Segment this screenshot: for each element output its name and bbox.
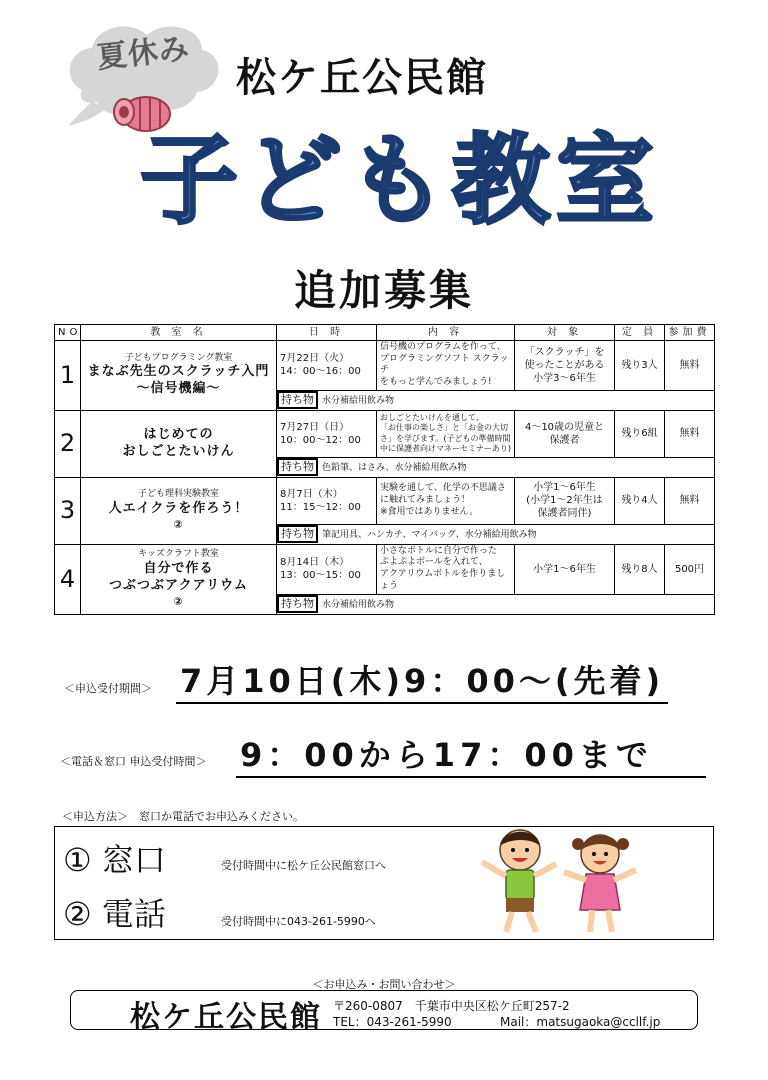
table-row [55,341,715,391]
target-line: 4～10歳の児童と [524,421,605,433]
row-no: 3 [55,477,81,544]
class-title-line2: つぶつぶアクアリウム [109,577,248,593]
content-cell [377,477,515,524]
option-phone: ② 電話 [63,895,166,933]
content-line: おしごとたいけんを通して、 [380,412,484,422]
items-text: 色鉛筆、はさみ、水分補給用飲み物 [322,463,467,474]
date: 8月7日（木） [280,488,343,500]
row-no: 2 [55,410,81,477]
time: 10：00～12：00 [280,434,361,446]
class-subtitle: 子どもプログラミング教室 [124,352,233,363]
option-counter: ① 窓口 [63,841,166,879]
content-line: ぷよぷよボールを入れて、 [380,557,488,568]
time: 13：00～15：00 [280,570,361,582]
target-cell [515,410,615,457]
table-row [55,477,715,524]
date-cell [277,477,377,524]
class-name-cell [81,477,277,544]
target-line: 小学3～6年生 [533,372,596,384]
items-label: 持ち物 [277,525,318,543]
class-title-line2: ～信号機編～ [136,381,221,397]
content-cell [377,341,515,391]
table-row [55,410,715,457]
content-line: に触れてみましょう！ [380,494,471,505]
items-label: 持ち物 [277,595,318,613]
main-title: 子ども教室 [139,124,660,238]
period-label: ＜申込受付期間＞ [64,682,152,695]
items-cell [277,594,715,614]
row-no: 4 [55,544,81,614]
items-text: 水分補給用飲み物 [322,599,395,610]
table-row [55,544,715,594]
class-title: はじめての [143,426,214,442]
method-label: ＜申込方法＞ 窓口か電話でお申込みください。 [62,810,304,823]
items-cell [277,390,715,410]
class-title: 人エイクラを作ろう！ [108,501,249,516]
items-text: 水分補給用飲み物 [322,396,395,407]
class-subtitle: 子ども理科実験教室 [137,489,219,500]
target-cell [515,477,615,524]
target-cell: 小学1～6年生 [515,544,615,594]
row-no: 1 [55,341,81,411]
fee-cell: 無料 [665,341,715,391]
fee-cell: 無料 [665,410,715,457]
summer-label: 夏休み [95,31,192,76]
class-name-cell [81,544,277,614]
class-table [54,324,715,615]
header-class-name: 教 室 名 [81,325,277,341]
content-cell [377,410,515,457]
fee-cell: 500円 [665,544,715,594]
option-phone-note: 受付時間中に043-261-5990へ [221,915,376,928]
sub-title: 追加募集 [293,266,474,315]
class-title-line2: ② [173,517,184,531]
date: 7月22日（火） [280,353,350,365]
target-line: 保護者 [549,434,580,446]
target-cell [515,341,615,391]
date: 8月14日（木） [280,557,350,569]
content-line: アクアリウムボトルを作りましょう [380,569,506,591]
content-cell [377,544,515,594]
items-cell [277,524,715,544]
content-line: 「お仕事の楽しさ」と「お金の大切さ」を学びます。(子どもの準備時間 [380,423,511,443]
content-line: 中に保護者向けマネーセミナーあり) [380,444,511,454]
footer-mail: Mail：matsugaoka@ccllf.jp [500,1015,661,1029]
content-line: プログラミングソフト スクラッチ [380,353,509,376]
hours-value: 9：00から17：00まで [236,730,706,778]
class-title: まなぶ先生のスクラッチ入門 [87,364,270,380]
class-name-cell [81,341,277,411]
header-fee: 参加費 [665,325,715,341]
capacity-cell: 残り3人 [615,341,665,391]
time: 11：15～12：00 [280,501,361,513]
date-cell [277,410,377,457]
capacity-cell: 残り6組 [615,410,665,457]
class-title: 自分で作る [143,560,214,576]
target-line: 使ったことがある [524,359,605,371]
hours-label: ＜電話＆窓口 申込受付時間＞ [60,755,207,768]
items-cell [277,457,715,477]
org-title: 松ケ丘公民館 [236,55,488,101]
period-value: 7月10日(木)9：00～(先着) [176,656,668,704]
content-line: ※食用ではありません。 [380,506,479,517]
header-target: 対 象 [515,325,615,341]
header-no: NO [55,325,81,341]
option-counter-note: 受付時間中に松ケ丘公民館窓口へ [221,859,386,872]
content-line: 信号機のプログラムを作って、 [380,342,506,352]
fee-cell: 無料 [665,477,715,524]
content-line: 実験を通して、化学の不思議さ [380,483,506,494]
contact-caption: ＜お申込み・お問い合わせ＞ [312,978,456,991]
table-header-row [55,325,715,341]
target-line: 保護者同伴) [537,508,592,520]
target-line: 「スクラッチ」を [524,346,605,358]
time: 14：00～16：00 [280,366,361,378]
date-cell [277,341,377,391]
capacity-cell: 残り4人 [615,477,665,524]
header-capacity: 定 員 [615,325,665,341]
target-line: 小学1～6年生 [533,482,596,494]
date: 7月27日（日） [280,421,350,433]
items-label: 持ち物 [277,458,318,476]
footer-address: 〒260-0807 千葉市中央区松ケ丘町257-2 [333,999,570,1013]
class-title-line3: ② [173,594,184,608]
children-illustration-icon [460,820,650,940]
items-label: 持ち物 [277,391,318,409]
footer-tel: TEL：043-261-5990 [333,1015,452,1029]
class-subtitle: キッズクラフト教室 [138,549,219,560]
target-line: (小学1～2年生は [526,495,603,507]
header-datetime: 日 時 [277,325,377,341]
class-title-line2: おしごとたいけん [122,443,235,459]
content-line: 小さなボトルに自分で作った [380,545,498,556]
footer-org-name: 松ケ丘公民館 [130,1000,322,1035]
capacity-cell: 残り8人 [615,544,665,594]
header-content: 内 容 [377,325,515,341]
content-line: をもっと学んでみましょう! [380,377,492,388]
date-cell [277,544,377,594]
class-name-cell [81,410,277,477]
items-text: 筆記用具、ハンカチ、マイバッグ、水分補給用飲み物 [322,530,537,541]
